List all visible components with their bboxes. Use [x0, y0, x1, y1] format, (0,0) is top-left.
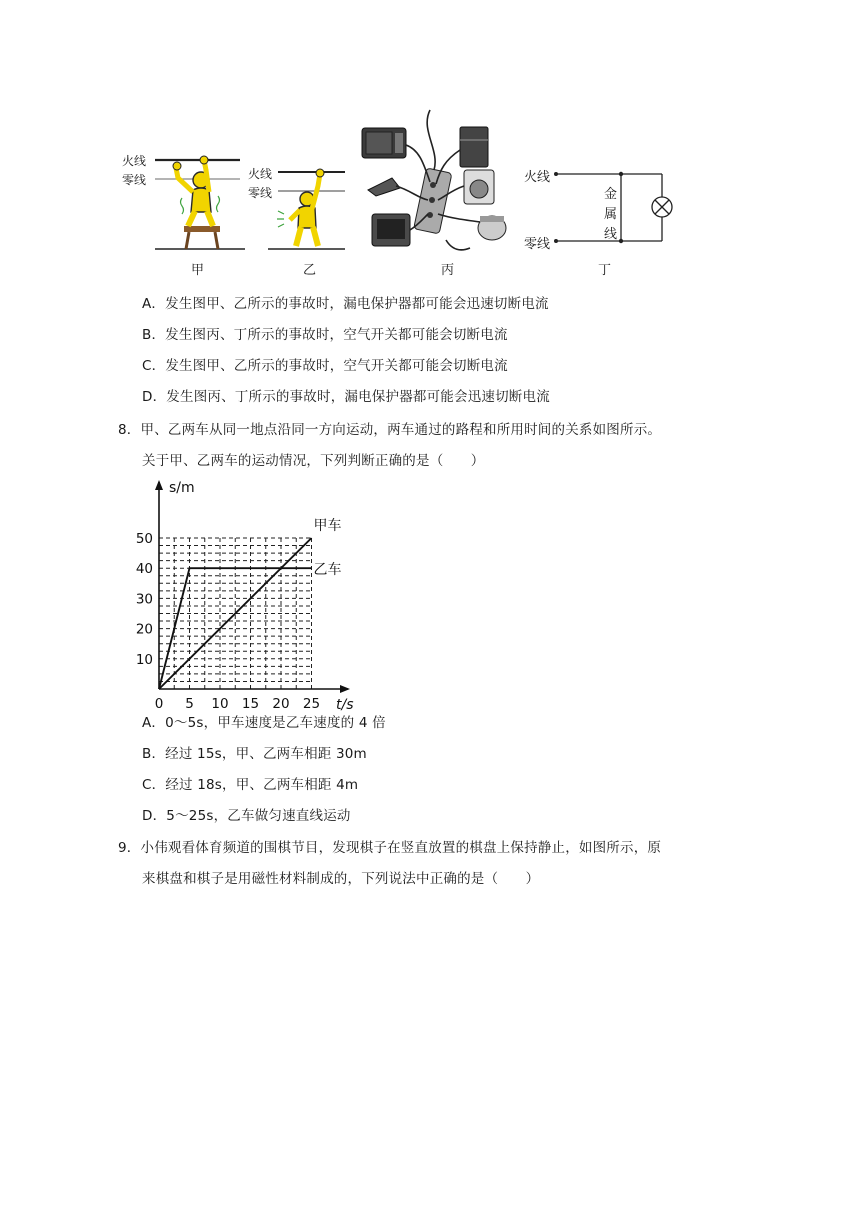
q8-stem-line-1: 8．甲、乙两车从同一地点沿同一方向运动，两车通过的路程和所用时间的关系如图所示。	[118, 422, 662, 438]
x-axis-label: t/s	[336, 697, 354, 713]
ding-metal-wire-char-3: 线	[604, 227, 618, 242]
y-tick-label: 20	[135, 621, 153, 638]
person-shocked-jia	[176, 160, 213, 226]
yi-live-wire-label: 火线	[248, 167, 273, 181]
q8-stem-line-2: 关于甲、乙两车的运动情况，下列判断正确的是（ ）	[142, 453, 485, 469]
chart-series-labels	[314, 518, 342, 578]
figure-caption-bing: 丙	[441, 263, 455, 278]
microwave-icon	[362, 128, 406, 158]
rice-cooker-icon	[478, 216, 506, 240]
ding-metal-wire-char-2: 属	[604, 207, 618, 222]
q8-option-a: A．0～5s，甲车速度是乙车速度的 4 倍	[142, 715, 386, 731]
jia-neutral-wire-label: 零线	[122, 173, 147, 187]
iron-icon	[368, 178, 400, 196]
q9-stem-line-1: 9．小伟观看体育频道的围棋节目，发现棋子在竖直放置的棋盘上保持静止，如图所示，原	[118, 840, 662, 856]
q8-option-c: C．经过 18s，甲、乙两车相距 4m	[142, 777, 359, 793]
y-tick-label: 10	[135, 651, 153, 668]
figure-caption-jia: 甲	[191, 263, 205, 278]
q8-option-d: D．5～25s，乙车做匀速直线运动	[142, 808, 351, 824]
series-label: 乙车	[313, 562, 342, 579]
q7-option-b: B．发生图丙、丁所示的事故时，空气开关都可能会切断电流	[142, 327, 508, 343]
yi-neutral-wire-label: 零线	[248, 186, 273, 200]
jia-live-wire-label: 火线	[122, 154, 147, 168]
y-tick-label: 50	[135, 531, 153, 547]
series-label: 甲车	[313, 518, 342, 534]
q8-distance-time-chart	[130, 478, 370, 713]
television-icon	[372, 214, 410, 246]
ding-metal-wire-char-1: 金	[604, 187, 618, 202]
figure-caption-ding: 丁	[598, 263, 612, 278]
q8-option-b: B．经过 15s，甲、乙两车相距 30m	[142, 746, 367, 762]
y-axis-arrow	[155, 480, 163, 490]
q9-stem-line-2: 来棋盘和棋子是用磁性材料制成的，下列说法中正确的是（ ）	[142, 871, 540, 887]
x-tick-label: 0	[154, 696, 164, 712]
power-strip-icon	[414, 168, 452, 234]
x-axis-arrow	[340, 685, 350, 693]
x-tick-label: 15	[241, 696, 260, 712]
refrigerator-icon	[460, 127, 488, 167]
x-tick-label: 25	[302, 696, 321, 712]
q7-option-d: D．发生图丙、丁所示的事故时，漏电保护器都可能会迅速切断电流	[142, 389, 550, 405]
y-tick-label: 30	[135, 591, 153, 608]
washing-machine-icon	[464, 170, 494, 204]
y-tick-label: 40	[135, 561, 153, 578]
ding-neutral-wire-label: 零线	[524, 237, 551, 252]
q7-option-c: C．发生图甲、乙所示的事故时，空气开关都可能会切断电流	[142, 358, 508, 374]
person-shocked-yi	[290, 174, 320, 246]
x-tick-label: 10	[211, 696, 229, 712]
chart-tick-labels	[136, 480, 354, 713]
figure-caption-yi: 乙	[303, 263, 317, 278]
x-tick-label: 20	[272, 696, 290, 712]
ding-live-wire-label: 火线	[524, 170, 551, 185]
lamp-icon	[652, 197, 672, 217]
q7-option-a: A．发生图甲、乙所示的事故时，漏电保护器都可能会迅速切断电流	[142, 296, 549, 312]
y-axis-label: s/m	[169, 480, 195, 496]
x-tick-label: 5	[185, 696, 194, 712]
